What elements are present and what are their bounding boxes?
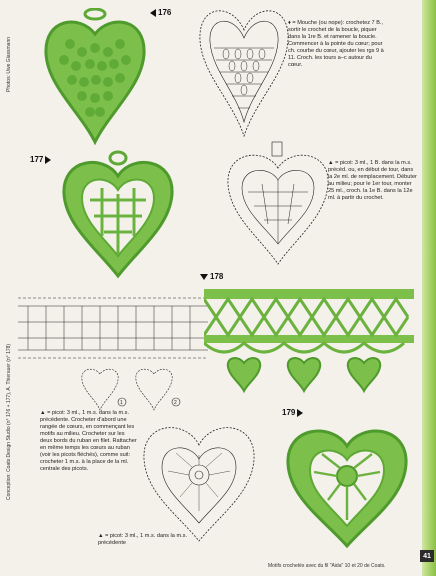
diagram-heart-176 <box>194 0 294 140</box>
motif-number-178: 178 <box>200 272 223 281</box>
diagram-heart-179 <box>138 415 260 545</box>
motif-number-176: 176 <box>150 8 171 17</box>
photo-heart-177 <box>58 150 178 280</box>
motif-number-177: 177 <box>30 155 51 164</box>
photo-ribbon-178 <box>204 285 414 405</box>
instructions-177: ▲ = picot: 3 ml., 1 B. dans la m.s. précéd. ou, en début de tour, dans la 2e ml. de remplacement. Débuter au milieu; pour le 1er tour, monter 25 ml., croch. la 1e B. dans la 12e ml. à partir du crochet. <box>328 160 417 201</box>
diagram-heart-177 <box>222 140 334 270</box>
instructions-176: ♦ = Mouche (ou nope): crochetez 7 B., sortir le crochet de la boucle, piquer dans la 1re B. et ramener la boucle. Commencer à la pointe du cœur; pour ch. courbe du cœur, ajouter les rgs 9 à 11. Croch. les tours a–c autour du cœur. <box>288 20 384 68</box>
heart-label-two: 2 <box>174 400 177 406</box>
diagram-hearts-178 <box>78 364 188 414</box>
page-number: 41 <box>420 550 434 562</box>
pointer-arrow-icon <box>297 409 303 417</box>
photo-heart-176 <box>40 8 150 148</box>
pointer-arrow-icon <box>45 156 51 164</box>
instructions-178: ▲ = picot: 3 ml., 1 m.s. dans la m.s. précédente. Crocheter d'abord une rangée de cœurs, en commençant les motifs au milieu. Crocheter sur les deux bords du ruban en filet. Rattacher en même temps les cœurs au ruban (voir les picots fléchés), comme suit: crocheter 1 m.s. à la place de la ml. centrale des picots. <box>40 410 137 472</box>
instructions-179: ▲ = picot: 3 ml., 1 m.s. dans la m.s. précédente <box>98 533 188 546</box>
photo-heart-179 <box>282 420 412 550</box>
pointer-arrow-icon <box>150 9 156 17</box>
photo-credit: Photos: Uwe Glassmann <box>6 36 12 92</box>
footer-credit: Motifs crochetés avec du fil "Aida" 10 et 20 de Coats. <box>268 563 386 569</box>
pointer-arrow-icon <box>200 274 208 280</box>
diagram-ribbon-178 <box>18 292 208 364</box>
heart-label-one: 1 <box>120 400 123 406</box>
motif-number-179: 179 <box>282 408 303 417</box>
design-credit: Conception: Coats Design Studio (n° 176 + 177), A. Thierauer (n° 178) <box>6 343 12 500</box>
page-edge-strip <box>422 0 436 576</box>
